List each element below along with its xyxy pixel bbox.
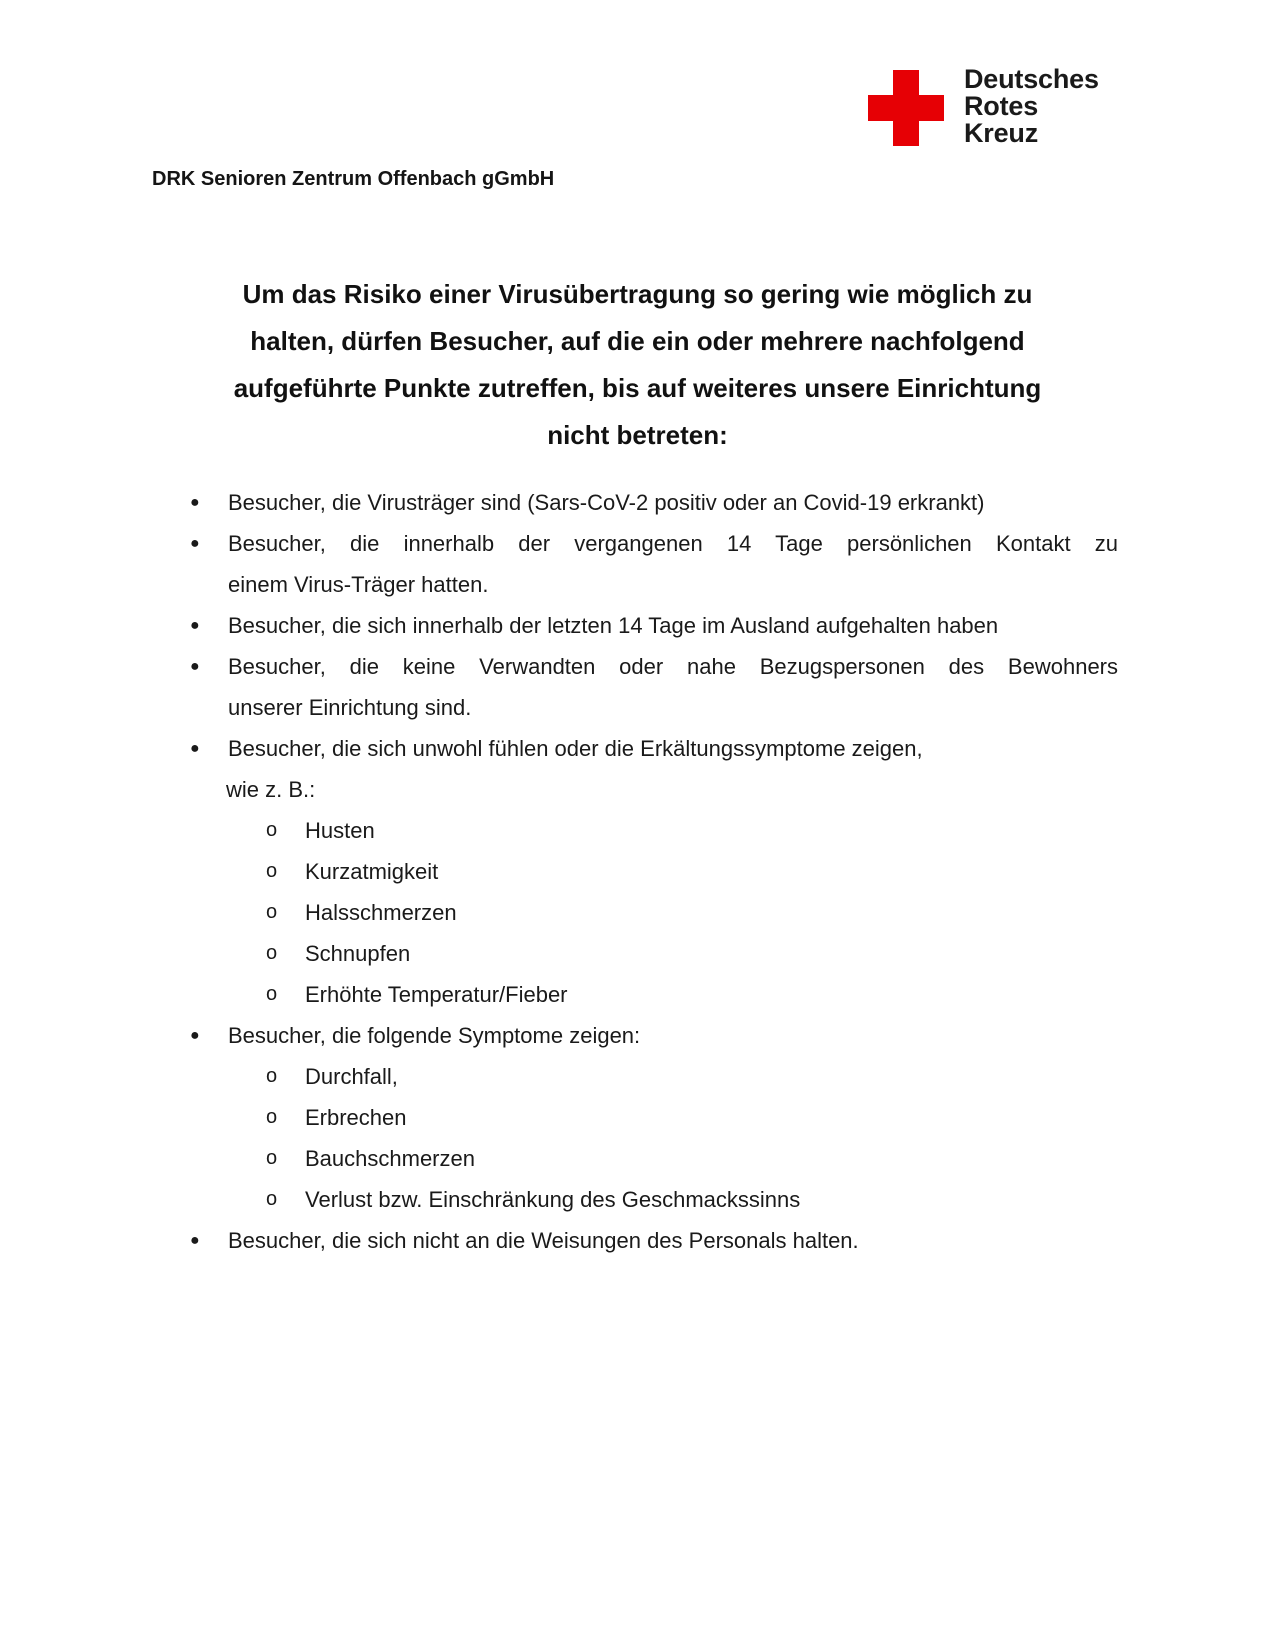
sub-list-item xyxy=(0,1179,1274,1220)
headline-line: nicht betreten: xyxy=(547,420,728,450)
list-item xyxy=(0,728,1274,810)
list-item xyxy=(0,523,1274,605)
list-item-text: Besucher, die sich innerhalb der letzten 14 Tage im Ausland aufgehalten haben xyxy=(228,613,999,638)
circle-bullet-icon: o xyxy=(266,1147,278,1169)
circle-bullet-icon: o xyxy=(266,901,278,923)
circle-bullet-icon: o xyxy=(266,1106,278,1128)
logo-line-2: Rotes xyxy=(964,91,1039,121)
list-item-text: Besucher, die Virusträger sind (Sars-CoV-2 positiv oder an Covid-19 erkrankt) xyxy=(228,490,985,515)
circle-bullet-icon: o xyxy=(266,819,278,841)
headline-line: Um das Risiko einer Virusübertragung so gering wie möglich zu xyxy=(242,279,1033,309)
logo-line-1: Deutsches xyxy=(964,64,1099,94)
list-item-text: Besucher, die sich nicht an die Weisungen des Personals halten. xyxy=(228,1228,859,1253)
circle-bullet-icon: o xyxy=(266,983,278,1005)
sub-list-item-text: Halsschmerzen xyxy=(305,900,457,925)
logo-line-3: Kreuz xyxy=(964,118,1039,148)
sub-list-item-text: Kurzatmigkeit xyxy=(305,859,439,884)
list-item-text: Besucher, die keine Verwandten oder nahe Bezugspersonen des Bewohners xyxy=(228,654,1118,679)
bullet-icon: ● xyxy=(190,617,200,634)
red-cross-icon xyxy=(868,70,944,146)
list-item-text: unserer Einrichtung sind. xyxy=(228,695,472,720)
list-item xyxy=(0,1220,1274,1261)
sub-list-item-text: Schnupfen xyxy=(305,941,411,966)
list-item xyxy=(0,605,1274,646)
bullet-icon: ● xyxy=(190,535,200,552)
circle-bullet-icon: o xyxy=(266,1065,278,1087)
list-item xyxy=(0,482,1274,523)
sub-list-item xyxy=(0,1056,1274,1097)
sub-list-item xyxy=(0,892,1274,933)
list-item-text: wie z. B.: xyxy=(226,777,316,802)
list-item-text: Besucher, die innerhalb der vergangenen 14 Tage persönlichen Kontakt zu xyxy=(228,531,1118,556)
logo-wordmark xyxy=(964,66,1099,147)
bullet-icon: ● xyxy=(190,658,200,675)
bullet-icon: ● xyxy=(190,740,200,757)
bullet-icon: ● xyxy=(190,1027,200,1044)
list-item-text: Besucher, die sich unwohl fühlen oder die Erkältungssymptome zeigen, xyxy=(228,736,923,761)
bullet-icon: ● xyxy=(190,1232,200,1249)
headline-line: halten, dürfen Besucher, auf die ein oder mehrere nachfolgend xyxy=(250,326,1025,356)
sub-list-item-text: Husten xyxy=(305,818,375,843)
sub-list-item xyxy=(0,810,1274,851)
sub-list-item xyxy=(0,1097,1274,1138)
sub-list-item xyxy=(0,974,1274,1015)
circle-bullet-icon: o xyxy=(266,860,278,882)
list-item-text: Besucher, die folgende Symptome zeigen: xyxy=(228,1023,641,1048)
headline-line: aufgeführte Punkte zutreffen, bis auf weiteres unsere Einrichtung xyxy=(233,373,1042,403)
bullet-icon: ● xyxy=(190,494,200,511)
sub-list-item-text: Erbrechen xyxy=(305,1105,407,1130)
sub-list-item-text: Erhöhte Temperatur/Fieber xyxy=(305,982,568,1007)
sub-list-item xyxy=(0,851,1274,892)
sub-list-item xyxy=(0,933,1274,974)
restriction-list xyxy=(0,482,1274,1261)
list-item-text: einem Virus-Träger hatten. xyxy=(228,572,489,597)
drk-logo xyxy=(868,64,1118,148)
headline xyxy=(150,271,1125,459)
list-item xyxy=(0,646,1274,728)
list-item xyxy=(0,1015,1274,1056)
circle-bullet-icon: o xyxy=(266,1188,278,1210)
organization-name: DRK Senioren Zentrum Offenbach gGmbH xyxy=(152,168,555,190)
sub-list-item xyxy=(0,1138,1274,1179)
sub-list-item-text: Durchfall, xyxy=(305,1064,398,1089)
circle-bullet-icon: o xyxy=(266,942,278,964)
sub-list-item-text: Bauchschmerzen xyxy=(305,1146,475,1171)
sub-list-item-text: Verlust bzw. Einschränkung des Geschmackssinns xyxy=(305,1187,801,1212)
